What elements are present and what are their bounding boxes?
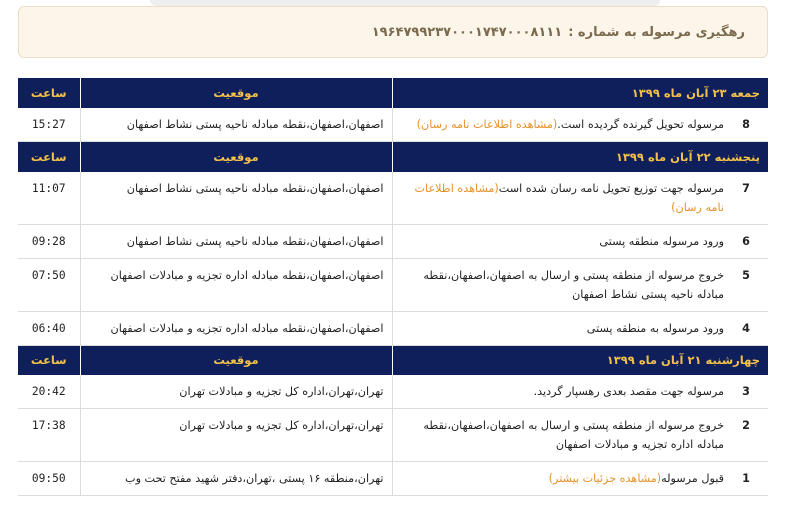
location-header: موقعیت bbox=[80, 78, 392, 108]
step-number: 6 bbox=[742, 234, 750, 248]
event-time: 20:42 bbox=[18, 375, 80, 409]
event-location: اصفهان،اصفهان،نقطه مبادله ناحیه پستی نشاط اصفهان bbox=[80, 172, 392, 225]
day-date: چهارشنبه ۲۱ آبان ماه ۱۳۹۹ bbox=[392, 345, 768, 375]
table-row bbox=[18, 108, 768, 142]
step-number: 7 bbox=[742, 181, 750, 195]
tracking-title: رهگیری مرسوله به شماره : bbox=[568, 24, 745, 40]
event-cell bbox=[392, 108, 768, 142]
time-header: ساعت bbox=[18, 142, 80, 172]
event-text: خروج مرسوله از منطقه پستی و ارسال به اصفهان،اصفهان،نقطه مبادله ناحیه پستی نشاط اصفهان bbox=[423, 268, 724, 301]
event-text: مرسوله جهت مقصد بعدی رهسپار گردید. bbox=[533, 385, 724, 398]
table-row bbox=[18, 224, 768, 258]
day-date: جمعه ۲۳ آبان ماه ۱۳۹۹ bbox=[392, 78, 768, 108]
day-header bbox=[18, 345, 768, 375]
event-time: 09:50 bbox=[18, 462, 80, 496]
details-link[interactable]: (مشاهده جزئیات بیشتر) bbox=[548, 472, 662, 485]
step-number: 1 bbox=[742, 472, 750, 485]
time-header: ساعت bbox=[18, 345, 80, 375]
table-row bbox=[18, 311, 768, 345]
event-cell bbox=[392, 375, 768, 409]
event-location: تهران،تهران،اداره کل تجزیه و مبادلات تهران bbox=[80, 375, 392, 409]
tracking-number: ۱۹۶۴۷۹۹۲۳۷۰۰۰۱۷۴۷۰۰۰۸۱۱۱ bbox=[371, 24, 563, 40]
day-date: پنجشنبه ۲۲ آبان ماه ۱۳۹۹ bbox=[392, 142, 768, 172]
event-text: قبول مرسوله bbox=[661, 472, 724, 485]
step-number: 4 bbox=[742, 321, 750, 335]
table-row bbox=[18, 375, 768, 409]
location-header: موقعیت bbox=[80, 345, 392, 375]
table-row bbox=[18, 258, 768, 311]
event-location: اصفهان،اصفهان،نقطه مبادله اداره تجزیه و مبادلات اصفهان bbox=[80, 258, 392, 311]
event-time: 09:28 bbox=[18, 224, 80, 258]
event-cell bbox=[392, 258, 768, 311]
event-location: اصفهان،اصفهان،نقطه مبادله ناحیه پستی نشاط اصفهان bbox=[80, 224, 392, 258]
event-text: ورود مرسوله منطقه پستی bbox=[599, 234, 724, 248]
step-number: 2 bbox=[742, 419, 750, 432]
time-header: ساعت bbox=[18, 78, 80, 108]
event-time: 07:50 bbox=[18, 258, 80, 311]
event-time: 17:38 bbox=[18, 409, 80, 462]
table-row bbox=[18, 172, 768, 225]
event-cell bbox=[392, 409, 768, 462]
event-text: مرسوله جهت توزیع تحویل نامه رسان شده است bbox=[498, 181, 724, 195]
event-time: 06:40 bbox=[18, 311, 80, 345]
event-time: 15:27 bbox=[18, 108, 80, 142]
event-text: مرسوله تحویل گیرنده گردیده است. bbox=[557, 118, 724, 131]
day-header bbox=[18, 78, 768, 108]
event-location: اصفهان،اصفهان،نقطه مبادله اداره تجزیه و مبادلات اصفهان bbox=[80, 311, 392, 345]
step-number: 3 bbox=[742, 385, 750, 398]
event-cell bbox=[392, 224, 768, 258]
step-number: 5 bbox=[742, 268, 750, 282]
event-location: اصفهان،اصفهان،نقطه مبادله ناحیه پستی نشاط اصفهان bbox=[80, 108, 392, 142]
tracking-table bbox=[18, 78, 768, 496]
event-cell bbox=[392, 311, 768, 345]
event-location: تهران،منطقه ۱۶ پستی ،تهران،دفتر شهید مفتح تحت وب bbox=[80, 462, 392, 496]
day-header bbox=[18, 142, 768, 172]
details-link[interactable]: (مشاهده اطلاعات نامه رسان) bbox=[416, 118, 558, 131]
event-time: 11:07 bbox=[18, 172, 80, 225]
table-row bbox=[18, 462, 768, 496]
details-link[interactable]: (مشاهده اطلاعات نامه رسان) bbox=[414, 181, 724, 214]
tracking-header bbox=[18, 6, 768, 58]
event-text: خروج مرسوله از منطقه پستی و ارسال به اصفهان،اصفهان،نقطه مبادله اداره تجزیه و مبادلات اصفهان bbox=[423, 419, 724, 451]
event-cell bbox=[392, 462, 768, 496]
location-header: موقعیت bbox=[80, 142, 392, 172]
table-row bbox=[18, 409, 768, 462]
event-location: تهران،تهران،اداره کل تجزیه و مبادلات تهران bbox=[80, 409, 392, 462]
event-text: ورود مرسوله به منطقه پستی bbox=[586, 321, 724, 335]
step-number: 8 bbox=[742, 118, 750, 131]
event-cell bbox=[392, 172, 768, 225]
